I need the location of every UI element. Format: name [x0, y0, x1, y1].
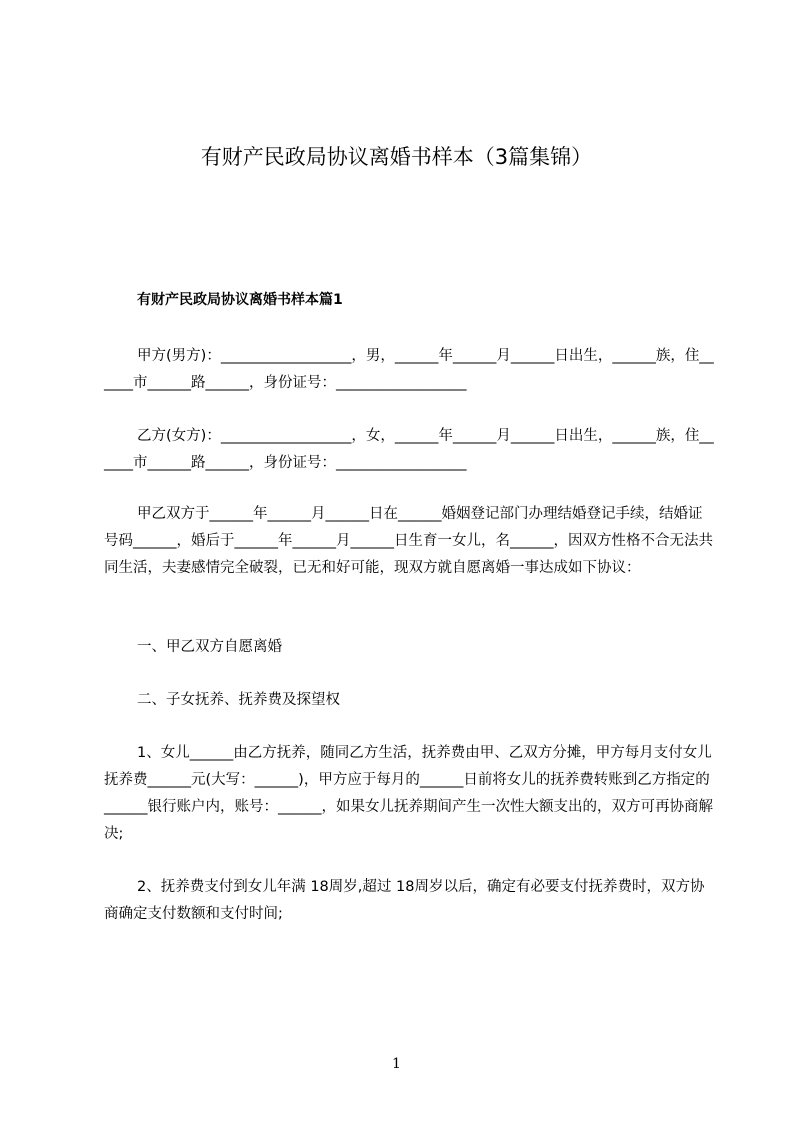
party-b-paragraph: 乙方(女方)：__________________，女，______年______月______日出生，______族，住______市______路______，身份证号：__________________: [104, 428, 714, 471]
marriage-info-paragraph: 甲乙双方于______年______月______日在______婚姻登记部门办理结婚登记手续，结婚证号码______，婚后于______年______月______日生育一女儿，名______，因双方性格不合无法共同生活，夫妻感情完全破裂，已无和好可能，现双方就自愿离婚一事达成如下协议：: [104, 506, 713, 576]
page-number: 1: [392, 1056, 401, 1072]
section-title: 有财产民政局协议离婚书样本篇1: [137, 292, 343, 308]
document-title: 有财产民政局协议离婚书样本（3篇集锦）: [200, 145, 593, 169]
clause-heading-1: 一、甲乙双方自愿离婚: [137, 639, 282, 655]
party-a-paragraph: 甲方(男方)：__________________，男，______年______月______日出生，______族，住______市______路______，身份证号：__________________: [104, 348, 714, 391]
clause-heading-2: 二、子女抚养、抚养费及探望权: [137, 692, 340, 708]
clause-support-duration-paragraph: 2、抚养费支付到女儿年满 18周岁,超过 18周岁以后，确定有必要支付抚养费时，双方协商确定支付数额和支付时间;: [104, 879, 705, 922]
clause-child-custody-paragraph: 1、女儿______由乙方抚养，随同乙方生活，抚养费由甲、乙双方分摊，甲方每月支付女儿抚养费______元(大写：______)，甲方应于每月的______日前将女儿的抚养费转账到乙方指定的______银行账户内，账号：______，如果女儿抚养期间产生一次性大额支出的，双方可再协商解决;: [104, 745, 713, 842]
